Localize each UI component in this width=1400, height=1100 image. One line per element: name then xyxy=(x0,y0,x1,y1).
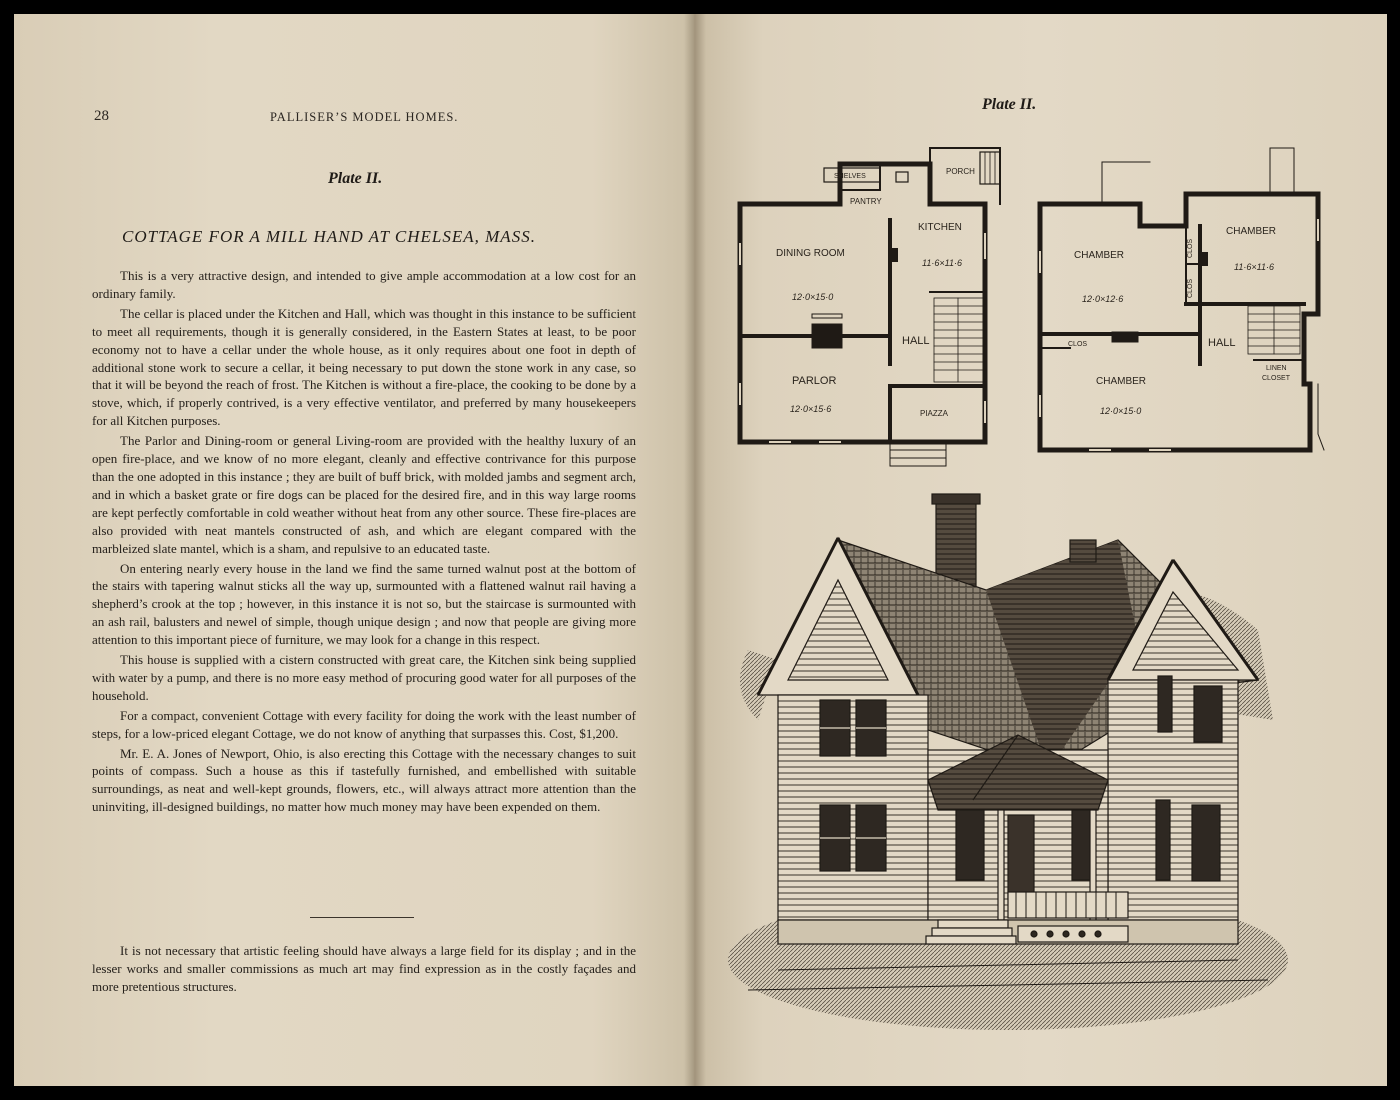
paragraph: This house is supplied with a cistern constructed with great care, the Kitchen sink being supplied with water by a pump, and there is no more easy method of procuring good water for all purposes of the household. xyxy=(92,652,636,703)
book-gutter xyxy=(684,14,706,1086)
plate-label-left: Plate II. xyxy=(328,170,383,187)
chamber-left-label: CHAMBER xyxy=(1074,250,1125,261)
article-title: COTTAGE FOR A MILL HAND AT CHELSEA, MASS. xyxy=(122,227,536,246)
closing-paragraph: It is not necessary that artistic feeling should have always a large field for its display ; and in the lesser works and smaller commissions as much art may find expression as in the costly façades and more pretentious structures. xyxy=(92,943,636,994)
left-page xyxy=(14,14,694,1086)
chamber-bottom-size: 12·0×15·0 xyxy=(1100,406,1142,416)
paragraph: The Parlor and Dining-room or general Living-room are provided with the healthy luxury of an open fire-place, and we know of no more elegant, cleanly and effective contrivance for this purpose than the one adopted in this instance ; they are built of buff brick, with molded jambs and segment arch, and in which a basket grate or fire dogs can be placed for the desired fire, and in this way large rooms are kept perfectly comfortable in cold weather without heat from any other source. These fire-places are also provided with neat mantels constructed of ash, and which are elegant compared with the marbleized slate mantel, which is a sham, and repulsive to an educated taste. xyxy=(92,433,636,556)
closing-note xyxy=(92,942,636,996)
piazza-label: PIAZZA xyxy=(920,409,949,418)
plate-label-right: Plate II. xyxy=(982,96,1037,113)
article-body xyxy=(92,267,636,818)
floor-plans xyxy=(730,134,1330,474)
shelves-label: SHELVES xyxy=(834,173,866,180)
pantry-label: PANTRY xyxy=(850,197,882,206)
kitchen-size: 11·6×11·6 xyxy=(922,258,962,268)
section-divider xyxy=(310,917,414,918)
paragraph: This is a very attractive design, and intended to give ample accommodation at a low cost for an ordinary family. xyxy=(92,268,636,301)
closet-left-label: CLOS xyxy=(1068,341,1088,348)
cottage-engraving xyxy=(718,480,1293,1050)
closet-top-label: CLOS xyxy=(1187,238,1194,258)
paragraph: Mr. E. A. Jones of Newport, Ohio, is also erecting this Cottage with the necessary changes to suit points of compass. Such a house as this if tastefully furnished, and embellished with suitable surroundings, as neat and well-kept grounds, flowers, etc., will always attract more attention than the uninviting, ill-designed buildings, no matter how much money may have been expended on them. xyxy=(92,745,636,815)
dining-room-label: DINING ROOM xyxy=(776,248,845,259)
porch-label: PORCH xyxy=(946,167,975,176)
book-spread xyxy=(14,14,1387,1086)
chamber-bottom-label: CHAMBER xyxy=(1096,376,1147,387)
paragraph: For a compact, convenient Cottage with every facility for doing the work with the least number of steps, for a low-priced elegant Cottage, we do not know of anything that surpasses this. Cost, $1,200. xyxy=(92,707,636,741)
dining-room-size: 12·0×15·0 xyxy=(792,292,834,302)
hall-label-upper: HALL xyxy=(1208,337,1236,349)
page-number: 28 xyxy=(94,108,109,124)
chamber-right-label: CHAMBER xyxy=(1226,226,1277,237)
chamber-right-size: 11·6×11·6 xyxy=(1234,262,1274,272)
parlor-label: PARLOR xyxy=(792,375,837,387)
closet-mid-label: CLOS xyxy=(1187,278,1194,298)
kitchen-label: KITCHEN xyxy=(918,222,962,233)
linen-label: LINEN xyxy=(1266,365,1287,372)
paragraph: The cellar is placed under the Kitchen and Hall, which was thought in this instance to be sufficient to meet all requirements, though it is generally considered, in the Eastern States at least, to be poor economy not to have a cellar under the whole house, as it only requires about one foot in depth of additional stone work to secure a cellar, it being necessary to put down the stone work in any case, so that it will be beyond the reach of frost. The Kitchen is without a fire-place, the cooking to be done by a stove, which, if properly contrived, is a very effective ventilator, and preferred by many housekeepers for all Kitchen purposes. xyxy=(92,305,636,429)
running-head: PALLISER’S MODEL HOMES. xyxy=(270,110,459,124)
first-floor-plan xyxy=(740,148,1000,466)
hall-label: HALL xyxy=(902,335,930,347)
chamber-left-size: 12·0×12·6 xyxy=(1082,294,1124,304)
paragraph: On entering nearly every house in the land we find the same turned walnut post at the bottom of the stairs with tapering walnut sticks all the way up, surmounted with a flattened walnut rail having a shepherd’s crook at the top ; however, in this instance it is not so, but the staircase is surmounted with an ash rail, balusters and newel of simple, though unique design ; and now that people are giving more attention to this important piece of furniture, we may look for a change in this respect. xyxy=(92,560,636,648)
closet-label: CLOSET xyxy=(1262,375,1291,382)
parlor-size: 12·0×15·6 xyxy=(790,404,832,414)
